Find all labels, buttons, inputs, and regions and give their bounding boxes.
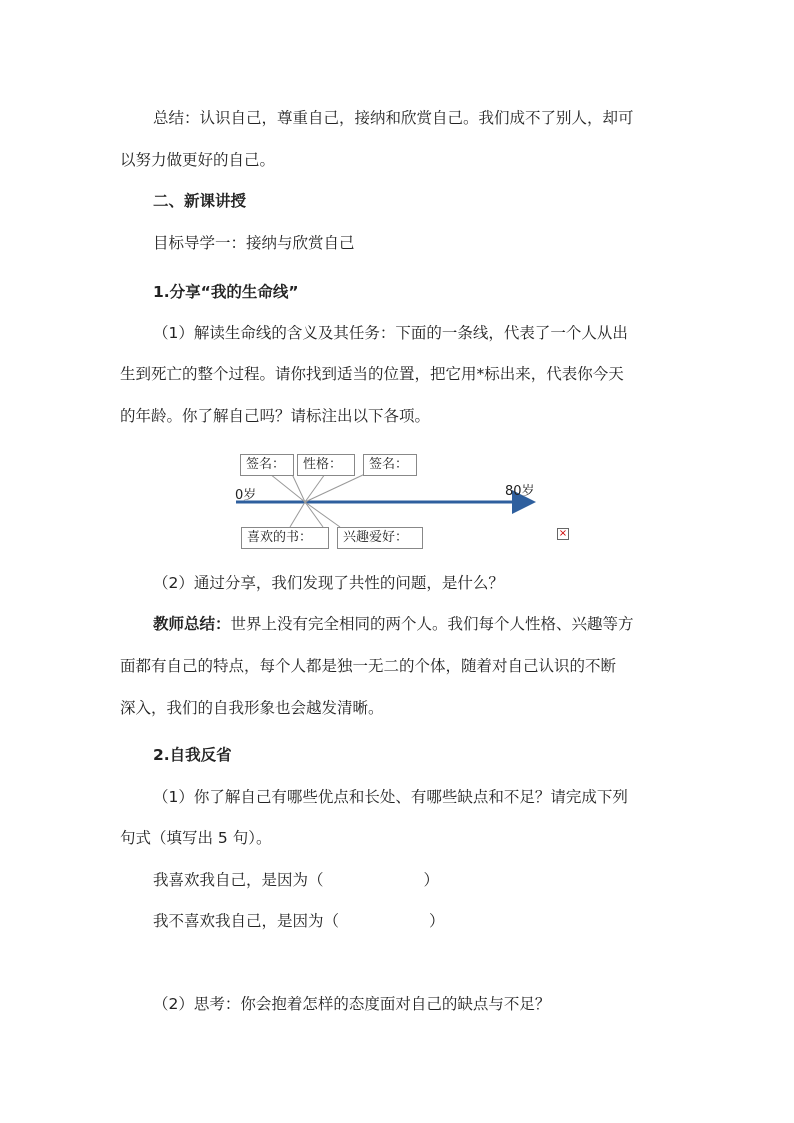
summary-line-1: 总结：认识自己，尊重自己，接纳和欣赏自己。我们成不了别人，却可 xyxy=(153,109,634,127)
item1-paragraph-line-2: 生到死亡的整个过程。请你找到适当的位置，把它用*标出来，代表你今天 xyxy=(120,365,624,383)
goal-heading: 目标导学一：接纳与欣赏自己 xyxy=(153,234,355,252)
item2-paragraph-line-1: （1）你了解自己有哪些优点和长处、有哪些缺点和不足？请完成下列 xyxy=(153,788,628,806)
signature-box-2: 签名： xyxy=(363,454,417,476)
favorite-books-box: 喜欢的书： xyxy=(241,527,329,549)
lifeline-start-label: 0岁 xyxy=(235,488,257,503)
hobby-box: 兴趣爱好： xyxy=(337,527,423,549)
signature-box-1: 签名： xyxy=(240,454,294,476)
dislike-sentence xyxy=(153,911,445,931)
item1-heading: 1.分享“我的生命线” xyxy=(153,283,299,301)
dislike-sentence-prefix: 我不喜欢我自己，是因为（ xyxy=(153,912,340,930)
broken-image-icon: × xyxy=(558,528,568,539)
item1-paragraph-2: （2）通过分享，我们发现了共性的问题，是什么？ xyxy=(153,574,504,592)
item2-heading: 2.自我反省 xyxy=(153,746,232,764)
like-sentence-prefix: 我喜欢我自己，是因为（ xyxy=(153,871,324,889)
section-heading: 二、新课讲授 xyxy=(153,192,247,210)
summary-line-2: 以努力做更好的自己。 xyxy=(120,151,276,169)
item1-paragraph-line-1: （1）解读生命线的含义及其任务：下面的一条线，代表了一个人从出 xyxy=(153,324,628,342)
like-sentence xyxy=(153,870,439,890)
teacher-summary-line-1 xyxy=(153,614,634,634)
item1-paragraph-line-3: 的年龄。你了解自己吗？请标注出以下各项。 xyxy=(120,407,431,425)
like-sentence-suffix: ） xyxy=(423,871,440,889)
teacher-summary-line-2: 面都有自己的特点，每个人都是独一无二的个体，随着对自己认识的不断 xyxy=(120,657,617,675)
teacher-summary-label: 教师总结： xyxy=(153,615,231,633)
teacher-summary-line-3: 深入，我们的自我形象也会越发清晰。 xyxy=(120,699,384,717)
lifeline-end-label: 80岁 xyxy=(505,484,535,499)
dislike-sentence-suffix: ） xyxy=(429,912,445,930)
item2-paragraph-2: （2）思考：你会抱着怎样的态度面对自己的缺点与不足？ xyxy=(153,995,551,1013)
character-box: 性格： xyxy=(297,454,355,476)
teacher-summary-text: 世界上没有完全相同的两个人。我们每个人性格、兴趣等方 xyxy=(230,615,634,633)
item2-paragraph-line-2: 句式（填写出 5 句）。 xyxy=(120,829,272,847)
